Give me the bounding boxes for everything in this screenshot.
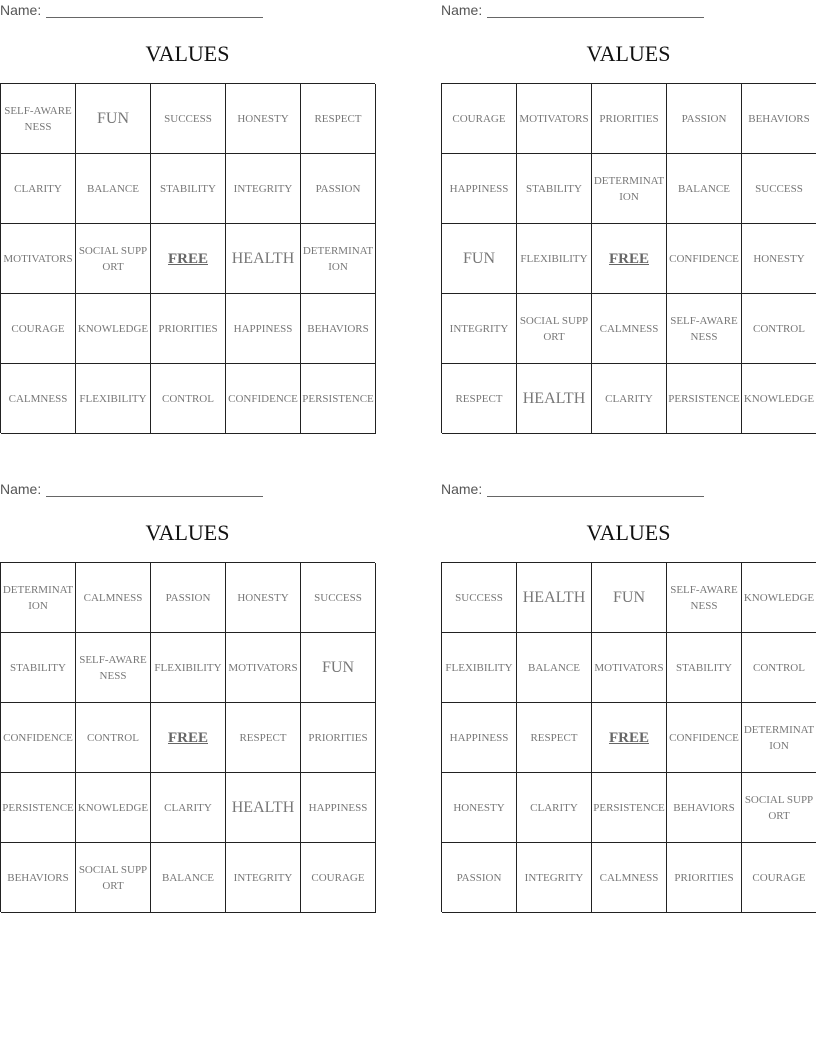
card-title: VALUES <box>145 41 230 66</box>
name-label: Name: <box>0 2 42 18</box>
bingo-cell: PASSION <box>442 843 517 913</box>
name-input-line[interactable] <box>487 496 704 497</box>
bingo-grid <box>0 562 375 912</box>
bingo-cell: KNOWLEDGE <box>76 294 151 364</box>
bingo-cell: HONESTY <box>226 84 301 154</box>
bingo-cell: FUN <box>442 224 517 294</box>
name-row <box>0 481 300 499</box>
bingo-cell: INTEGRITY <box>226 154 301 224</box>
bingo-cell: SUCCESS <box>442 563 517 633</box>
bingo-cell: BEHAVIORS <box>667 773 742 843</box>
bingo-cell: PERSISTENCE <box>667 364 742 434</box>
bingo-cell: RESPECT <box>226 703 301 773</box>
bingo-cell: SUCCESS <box>742 154 816 224</box>
free-space-cell: FREE <box>151 224 226 294</box>
bingo-cell: CALMNESS <box>76 563 151 633</box>
name-label: Name: <box>441 2 483 18</box>
bingo-cell: SOCIAL SUPPORT <box>517 294 592 364</box>
bingo-cell: MOTIVATORS <box>1 224 76 294</box>
bingo-cell: FLEXIBILITY <box>442 633 517 703</box>
bingo-cell: FUN <box>592 563 667 633</box>
bingo-cell: CONFIDENCE <box>667 224 742 294</box>
name-input-line[interactable] <box>487 17 704 18</box>
bingo-cell: BALANCE <box>76 154 151 224</box>
bingo-cell: CONTROL <box>742 633 816 703</box>
bingo-cell: DETERMINATION <box>301 224 376 294</box>
name-row <box>0 2 300 20</box>
bingo-cell: SOCIAL SUPPORT <box>742 773 816 843</box>
name-input-line[interactable] <box>46 496 263 497</box>
bingo-cell: BEHAVIORS <box>742 84 816 154</box>
bingo-cell: SOCIAL SUPPORT <box>76 224 151 294</box>
bingo-cell: CLARITY <box>517 773 592 843</box>
bingo-cell: DETERMINATION <box>1 563 76 633</box>
bingo-cell: SELF-AWARENESS <box>667 294 742 364</box>
bingo-cell: INTEGRITY <box>226 843 301 913</box>
bingo-cell: BALANCE <box>517 633 592 703</box>
bingo-cell: CLARITY <box>1 154 76 224</box>
bingo-cell: STABILITY <box>1 633 76 703</box>
bingo-cell: CLARITY <box>151 773 226 843</box>
name-label: Name: <box>0 481 42 497</box>
bingo-grid <box>441 562 816 912</box>
bingo-cell: CLARITY <box>592 364 667 434</box>
bingo-cell: HAPPINESS <box>442 154 517 224</box>
free-space-cell: FREE <box>592 703 667 773</box>
bingo-cell: HAPPINESS <box>442 703 517 773</box>
bingo-cell: DETERMINATION <box>592 154 667 224</box>
name-row <box>441 2 741 20</box>
bingo-cell: CONFIDENCE <box>667 703 742 773</box>
bingo-cell: PASSION <box>667 84 742 154</box>
bingo-cell: FLEXIBILITY <box>517 224 592 294</box>
bingo-cell: BALANCE <box>667 154 742 224</box>
card-title: VALUES <box>145 520 230 545</box>
bingo-cell: CALMNESS <box>592 294 667 364</box>
bingo-cell: PRIORITIES <box>592 84 667 154</box>
bingo-cell: PRIORITIES <box>151 294 226 364</box>
name-row <box>441 481 741 499</box>
name-label: Name: <box>441 481 483 497</box>
bingo-cell: HONESTY <box>226 563 301 633</box>
bingo-cell: CALMNESS <box>1 364 76 434</box>
bingo-cell: PRIORITIES <box>301 703 376 773</box>
bingo-cell: HAPPINESS <box>301 773 376 843</box>
bingo-cell: CONFIDENCE <box>1 703 76 773</box>
free-space-cell: FREE <box>592 224 667 294</box>
bingo-cell: CALMNESS <box>592 843 667 913</box>
card-title: VALUES <box>586 41 671 66</box>
bingo-cell: HONESTY <box>442 773 517 843</box>
bingo-cell: PERSISTENCE <box>1 773 76 843</box>
bingo-cell: SUCCESS <box>151 84 226 154</box>
bingo-cell: COURAGE <box>442 84 517 154</box>
bingo-cell: INTEGRITY <box>442 294 517 364</box>
bingo-cell: MOTIVATORS <box>517 84 592 154</box>
bingo-cell: RESPECT <box>442 364 517 434</box>
bingo-cell: HONESTY <box>742 224 816 294</box>
bingo-cell: SUCCESS <box>301 563 376 633</box>
bingo-cell: PASSION <box>151 563 226 633</box>
bingo-cell: SELF-AWARENESS <box>76 633 151 703</box>
bingo-cell: SELF-AWARENESS <box>667 563 742 633</box>
bingo-cell: COURAGE <box>1 294 76 364</box>
bingo-cell: DETERMINATION <box>742 703 816 773</box>
free-space-cell: FREE <box>151 703 226 773</box>
bingo-cell: FLEXIBILITY <box>151 633 226 703</box>
bingo-cell: CONTROL <box>742 294 816 364</box>
bingo-cell: SOCIAL SUPPORT <box>76 843 151 913</box>
bingo-cell: BEHAVIORS <box>1 843 76 913</box>
bingo-grid <box>0 83 375 433</box>
bingo-cell: PRIORITIES <box>667 843 742 913</box>
bingo-cell: KNOWLEDGE <box>76 773 151 843</box>
bingo-cell: MOTIVATORS <box>592 633 667 703</box>
bingo-cell: PERSISTENCE <box>592 773 667 843</box>
bingo-cell: CONFIDENCE <box>226 364 301 434</box>
bingo-cell: HEALTH <box>226 224 301 294</box>
bingo-cell: KNOWLEDGE <box>742 364 816 434</box>
bingo-cell: BALANCE <box>151 843 226 913</box>
bingo-cell: STABILITY <box>151 154 226 224</box>
bingo-cell: PASSION <box>301 154 376 224</box>
bingo-cell: PERSISTENCE <box>301 364 376 434</box>
bingo-cell: FLEXIBILITY <box>76 364 151 434</box>
bingo-cell: HEALTH <box>226 773 301 843</box>
bingo-cell: FUN <box>76 84 151 154</box>
bingo-cell: RESPECT <box>517 703 592 773</box>
bingo-cell: BEHAVIORS <box>301 294 376 364</box>
bingo-cell: FUN <box>301 633 376 703</box>
bingo-cell: STABILITY <box>517 154 592 224</box>
bingo-cell: INTEGRITY <box>517 843 592 913</box>
bingo-cell: SELF-AWARENESS <box>1 84 76 154</box>
card-title: VALUES <box>586 520 671 545</box>
bingo-cell: RESPECT <box>301 84 376 154</box>
bingo-cell: COURAGE <box>742 843 816 913</box>
bingo-cell: HAPPINESS <box>226 294 301 364</box>
bingo-cell: MOTIVATORS <box>226 633 301 703</box>
bingo-cell: HEALTH <box>517 364 592 434</box>
bingo-cell: KNOWLEDGE <box>742 563 816 633</box>
bingo-cell: CONTROL <box>151 364 226 434</box>
bingo-grid <box>441 83 816 433</box>
bingo-cell: CONTROL <box>76 703 151 773</box>
bingo-cell: COURAGE <box>301 843 376 913</box>
bingo-cell: HEALTH <box>517 563 592 633</box>
name-input-line[interactable] <box>46 17 263 18</box>
bingo-cell: STABILITY <box>667 633 742 703</box>
